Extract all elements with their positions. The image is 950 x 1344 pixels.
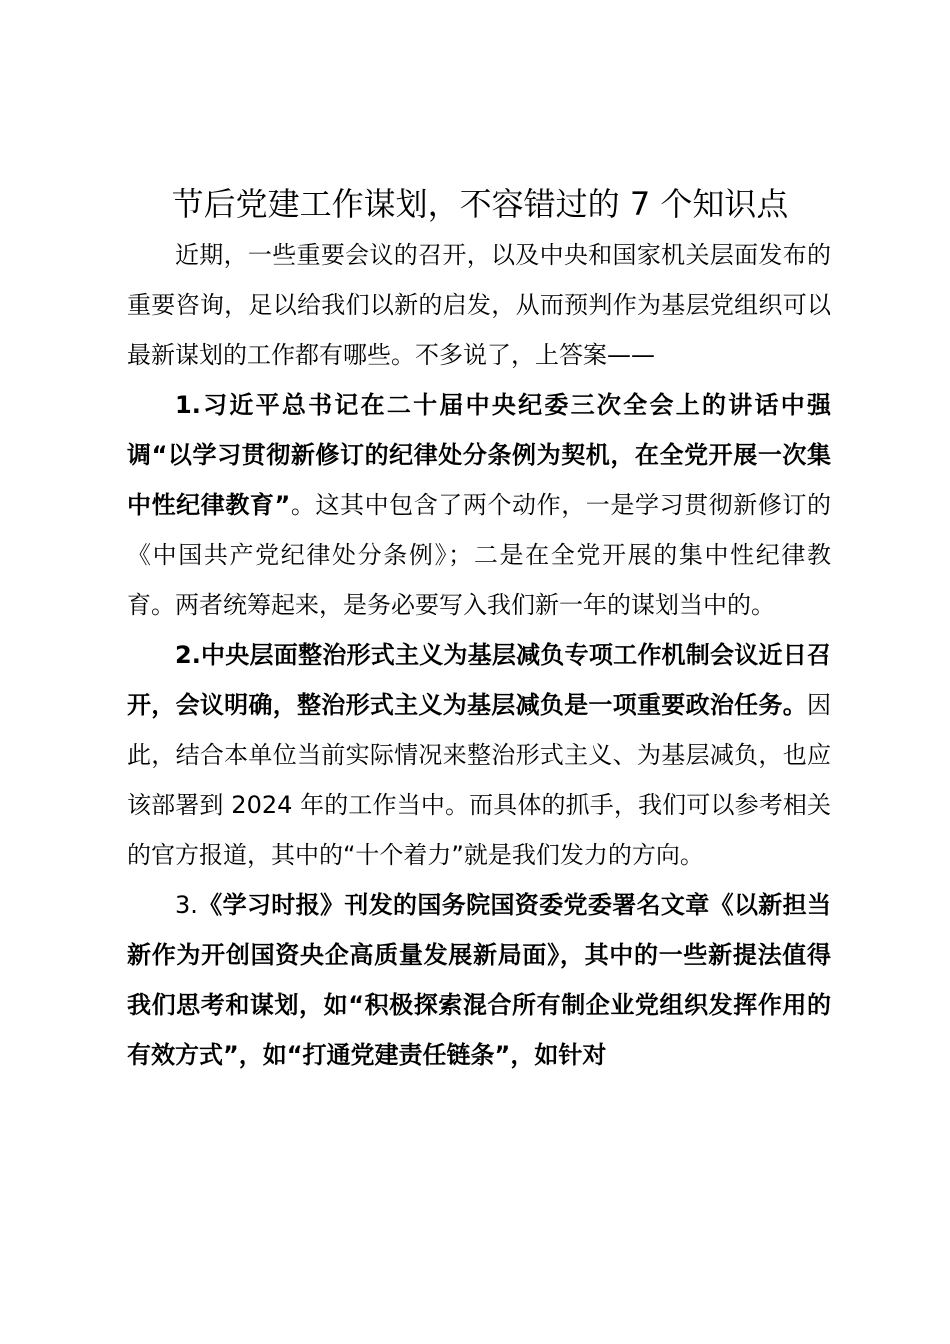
document-title: 节后党建工作谋划，不容错过的 7 个知识点 [171,185,789,223]
point-3-paragraph [127,880,831,1080]
point-1-text: 。这其中包含了两个动作，一是学习贯彻新修订的《中国共产党纪律处分条例》；二是在全党开展的集中性纪律教育。两者统筹起来，是务必要写入我们新一年的谋划当中的。 [127,491,831,619]
point-3-number: 3. [175,891,198,919]
point-3-heading: 《学习时报》刊发的国务院国资委党委署名文章《以新担当新作为开创国资央企高质量发展新局面》，其中的一些新提法值得我们思考和谋划，如“积极探索混合所有制企业党组织发挥作用的有效方式”，如“打通党建责任链条”，如针对 [127,891,831,1069]
document-body [127,230,831,1080]
point-1-heading: 1.习近平总书记在二十届中央纪委三次全会上的讲话中强调“以学习贯彻新修订的纪律处分条例为契机，在全党开展一次集中性纪律教育” [127,391,831,519]
point-2-paragraph [127,630,831,880]
point-2-text: 因此，结合本单位当前实际情况来整治形式主义、为基层减负，也应该部署到 2024 年的工作当中。而具体的抓手，我们可以参考相关的官方报道，其中的“十个着力”就是我们发力的方向。 [127,691,831,869]
point-2-heading: 2.中央层面整治形式主义为基层减负专项工作机制会议近日召开，会议明确，整治形式主义为基层减负是一项重要政治任务。 [127,641,831,719]
point-1-paragraph [127,380,831,630]
intro-paragraph: 近期，一些重要会议的召开，以及中央和国家机关层面发布的重要咨询，足以给我们以新的启发，从而预判作为基层党组织可以最新谋划的工作都有哪些。不多说了，上答案—— [127,241,831,369]
